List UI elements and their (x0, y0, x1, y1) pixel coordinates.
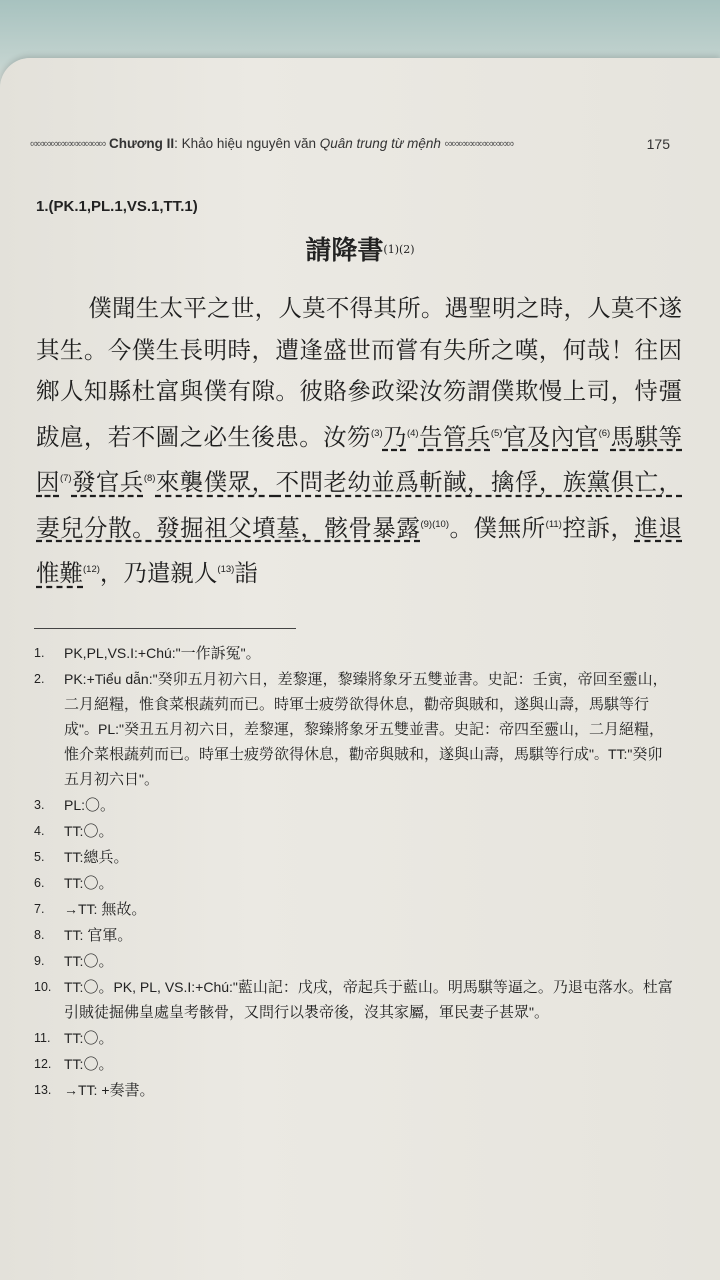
footnote-number: 6. (34, 876, 45, 890)
page-number: 175 (646, 136, 670, 152)
footnote-han-text: 〇。 (83, 978, 114, 996)
footnote-han-text: 。 (534, 1003, 550, 1021)
footnote-source-text: TT: (64, 979, 84, 995)
text-segment: ，乃遣親人 (99, 559, 218, 587)
running-header (30, 136, 670, 156)
title-footnote-refs: (1)(2) (383, 243, 415, 256)
text-segment: 。僕無所 (449, 513, 546, 542)
footnote-number: 8. (34, 928, 45, 942)
main-text (36, 288, 682, 595)
footnote-source-text: TT: (64, 953, 84, 969)
footnote-number: 2. (34, 672, 45, 686)
footnote-number: 1. (34, 646, 45, 660)
footnote-han-text: 〇。 (83, 952, 114, 970)
footnote-item (34, 845, 674, 870)
footnote-source-text: " (139, 771, 144, 787)
footnote-number: 11. (34, 1031, 51, 1045)
footnote-han-text: 奏書。 (109, 1081, 155, 1099)
footnote-number: 13. (34, 1083, 52, 1097)
footnote-number: 4. (34, 824, 45, 838)
chapter-label: Chương II (109, 136, 175, 151)
header-subtitle: : Khảo hiệu nguyên văn (174, 136, 320, 151)
footnote-source-text: TT: (64, 849, 84, 865)
footnote-item (34, 667, 674, 792)
footnote-ref: (9)(10) (420, 518, 449, 530)
header-ornament-left: ∞∞∞∞∞∞∞∞∞∞∞ (30, 138, 106, 150)
footnote-ref: (11) (545, 518, 562, 530)
footnote-source-text: PL: (64, 797, 86, 813)
footnote-item (34, 975, 674, 1025)
footnote-han-text: 〇。 (83, 822, 114, 840)
text-segment: 詣 (234, 559, 258, 587)
footnote-source-text: "。PL:" (79, 721, 124, 737)
underlined-text-segment: 不問老幼並爲斬馘，擒俘，族黨俱亡，妻兒分散。發掘祖父墳墓，骸骨暴露 (36, 468, 683, 542)
footnote-ref: (13) (217, 564, 235, 575)
footnote-source-text: TT: (64, 875, 84, 891)
underlined-text-segment: 發官兵 (71, 468, 144, 496)
footnote-han-text: 官軍。 (87, 926, 133, 944)
footnote-number: 5. (34, 850, 45, 864)
footnote-han-text: 無故。 (101, 900, 147, 918)
document-title (0, 230, 720, 267)
header-book-title: Quân trung từ mệnh (319, 136, 441, 151)
footnote-source-text: " (240, 645, 246, 661)
footnote-han-text: 癸卯五月初六日，差黎運，黎臻將象牙五雙並書。史記：壬寅，帝回至靈山，二月絕糧，惟食菜根蔬茢而已。時軍士疲勞欲得休息，勸帝與賊和，遂與山壽，馬騏等行成 (64, 670, 668, 738)
footnote-han-text: 一作訴冤 (180, 644, 241, 662)
footnote-source-text: " (529, 1004, 534, 1020)
footnote-item (34, 1026, 674, 1051)
footnote-han-text: 。 (245, 644, 261, 662)
section-heading: 1.(PK.1,PL.1,VS.1,TT.1) (36, 198, 198, 215)
footnote-number: 7. (34, 902, 45, 916)
footnote-number: 10. (34, 980, 52, 994)
footnote-han-text: 〇。 (85, 796, 116, 814)
footnote-source-text: →TT: (64, 901, 102, 917)
text-segment: 控訴， (561, 513, 635, 542)
underlined-text-segment: 來襲僕眾， (155, 468, 276, 496)
footnote-source-text: PK:+Tiểu dẫn:" (64, 671, 158, 687)
footnote-han-text: 。 (144, 770, 160, 788)
footnote-ref: (7) (59, 473, 72, 484)
title-text: 請降書 (305, 236, 384, 266)
underlined-text-segment: 告管兵 (418, 422, 491, 451)
footnote-ref: (3) (371, 427, 383, 439)
footnote-source-text: TT: (64, 823, 84, 839)
underlined-text-segment: 馬騏等因 (36, 422, 683, 496)
footnote-source-text: →TT: + (64, 1082, 110, 1098)
footnote-han-text: 〇。 (83, 1055, 114, 1073)
footnote-item (34, 641, 674, 666)
footnote-han-text: 〇。 (83, 874, 114, 892)
footnote-ref: (12) (83, 564, 100, 575)
footnote-source-text: PK, PL, VS.I:+Chú:" (113, 979, 238, 995)
footnote-ref: (4) (406, 427, 419, 439)
footnote-item (34, 871, 674, 896)
footnote-item (34, 949, 674, 974)
underlined-text-segment: 官及內官 (502, 422, 599, 451)
header-ornament-right: ∞∞∞∞∞∞∞∞∞∞ (444, 138, 514, 150)
footnote-divider (34, 628, 296, 629)
footnote-item (34, 923, 674, 948)
footnote-han-text: 總兵。 (83, 848, 129, 866)
footnote-source-text: "。TT:" (589, 746, 633, 762)
footnote-ref: (6) (598, 427, 611, 439)
footnote-number: 9. (34, 954, 45, 968)
footnote-item (34, 1052, 674, 1077)
footnotes (34, 641, 674, 1104)
footnote-source-text: TT: (64, 1056, 84, 1072)
underlined-text-segment: 乃 (382, 422, 407, 451)
footnote-source-text: PK,PL,VS.I:+Chú:" (64, 645, 181, 661)
footnote-number: 12. (34, 1057, 52, 1071)
footnote-source-text: TT: (64, 1030, 84, 1046)
footnote-item (34, 819, 674, 844)
footnote-source-text: TT: (64, 927, 88, 943)
footnote-ref: (5) (490, 427, 503, 439)
footnote-item (34, 897, 674, 922)
footnote-number: 3. (34, 798, 45, 812)
footnote-item (34, 793, 674, 818)
footnote-ref: (8) (143, 473, 156, 484)
text-segment: 僕聞生太平之世，人莫不得其所。遇聖明之時，人莫不遂其生。今僕生長明時，遭逢盛世而嘗有失所之嘆，何哉！往因鄉人知縣杜富與僕有隙。彼賂參政梁汝笏謂僕欺慢上司，恃彊跋扈，若不圖之必生後患。汝笏 (36, 294, 682, 451)
footnote-item (34, 1078, 674, 1103)
underlined-text-segment: 進退惟難 (36, 513, 683, 587)
footnote-han-text: 癸丑五月初六日，差黎運，黎臻將象牙五雙並書。史記：帝四至靈山，二月絕糧，惟介菜根蔬茢而已。時軍士疲勞欲得休息，勸帝與賊和，遂與山壽，馬騏等行成 (64, 720, 664, 763)
footnote-han-text: 藍山記：戊戌，帝起兵于藍山。明馬騏等逼之。乃退屯落水。杜富引賊徒掘佛皇處皇考骸骨，又問行以褁帝後，沒其家屬，軍民妻子甚眾 (64, 978, 673, 1021)
footnote-han-text: 〇。 (83, 1029, 114, 1047)
footnote-han-text: 癸卯五月初六日 (64, 745, 663, 788)
